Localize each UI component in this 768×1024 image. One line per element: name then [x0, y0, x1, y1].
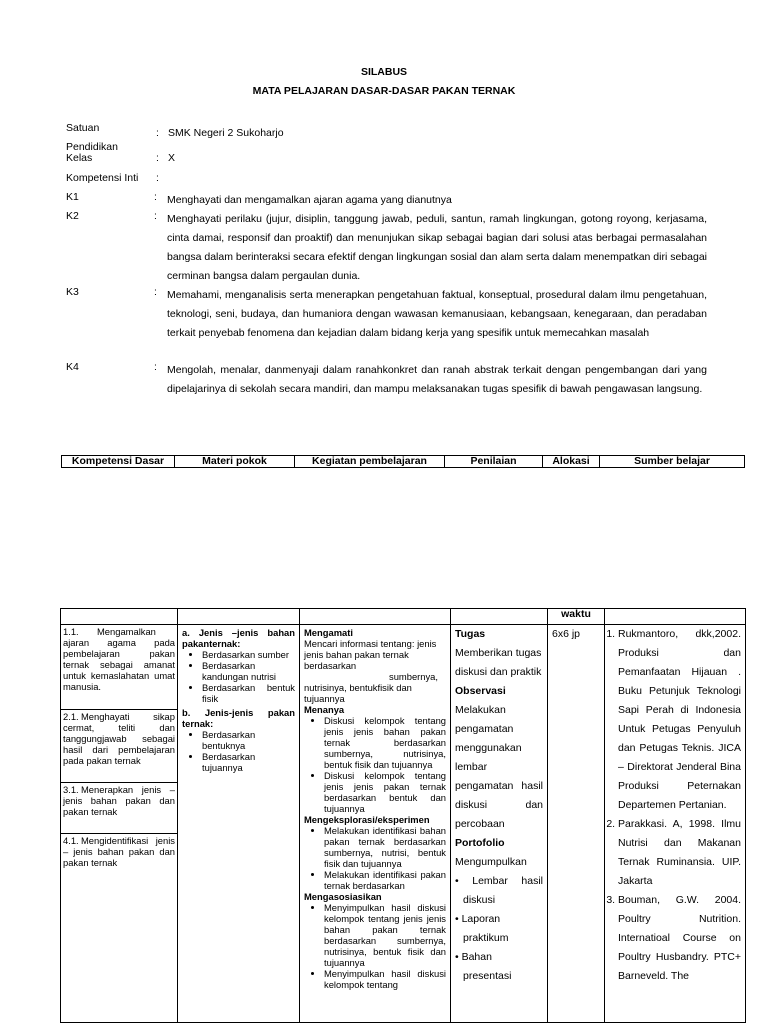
tugas-title: Tugas	[455, 628, 486, 640]
kd-item	[61, 710, 177, 783]
kd-text: Mengamalkan ajaran agama pada pembelajaran pakan ternak sebagai amanat untuk kemaslahatan umat manusia.	[63, 626, 175, 692]
list-item: • Melakukan identifikasi bahan pakan ternak berdasarkan sumbernya, nutrisi, bentuk fisik dan tujuannya	[324, 825, 446, 869]
ki-item-text: Menghayati perilaku (jujur, disiplin, tanggung jawab, peduli, santun, ramah lingkungan, gotong royong, kerjasama, cinta damai, responsif dan proaktif) dan menunjukan sikap sebagai bagian dari solusi atas berbagai permasalahan bangsa dalam berinteraksi secara efektif dengan lingkungan sosial dan alam serta dalam menempatkan diri sebagai cerminan bangsa dalam pergaulan dunia.	[167, 213, 707, 282]
sumber-column	[605, 625, 746, 1023]
list-item: • Menyimpulkan hasil diskusi kelompok tentang	[324, 968, 446, 990]
eksplorasi-title: Mengeksplorasi/eksperimen	[304, 814, 430, 825]
mengamati-text-2: sumbernya,	[389, 671, 438, 682]
ki-item-text: Mengolah, menalar, danmenyaji dalam ranahkonkret dan ranah abstrak terkait dengan pengembangan dari yang dipelajarinya di sekolah secara mandiri, dan mampu melaksanakan tugas spesifik di bawah pengawasan langsung.	[167, 364, 707, 395]
penilaian-column	[451, 625, 548, 1023]
kd-number: 2.1.	[63, 711, 79, 722]
list-item: • Melakukan identifikasi pakan ternak berdasarkan	[324, 869, 446, 891]
list-item: • Diskusi kelompok tentang jenis jenis bahan pakan ternak berdasarkan sumbernya, nutrisinya, bentuk fisik dan tujuannya	[324, 715, 446, 770]
colon: :	[156, 127, 159, 139]
ki-item-label: K2	[66, 210, 79, 222]
satuan-label: Satuan	[66, 122, 100, 134]
header-materi-pokok: Materi pokok	[175, 456, 295, 468]
kd-item	[61, 834, 177, 873]
kegiatan-column	[300, 625, 451, 1023]
materi-a-list	[182, 649, 295, 704]
list-item: • Berdasarkan kandungan nutrisi	[202, 660, 295, 682]
kelas-label: Kelas	[66, 152, 93, 164]
list-item: • Menyimpulkan hasil diskusi kelompok tentang jenis jenis bahan pakan ternak berdasarkan sumbernya, nutrisinya, bentuk fisik dan tujuannya	[324, 902, 446, 968]
asosiasi-title: Mengasosiasikan	[304, 891, 382, 902]
kd-number: 4.1.	[63, 835, 79, 846]
ki-item-text: Memahami, menganalisis serta menerapkan pengetahuan faktual, konseptual, prosedural dalam ilmu pengetahuan, teknologi, seni, budaya, dan humaniora dengan wawasan kemanusiaan, kebangsaan, kenegaraan, dan peradaban terkait penyebab fenomena dan kejadian dalam bidang kerja yang spesifik untuk memecahkan masalah	[167, 289, 707, 339]
materi-a-title: a. Jenis –jenis bahan pakanternak:	[182, 627, 295, 649]
colon: :	[156, 152, 159, 164]
kd-text: Menghayati sikap cermat, teliti dan tanggungjawab sebagai hasil dari pembelajaran pada pakan ternak	[63, 711, 175, 766]
colon: :	[156, 172, 159, 184]
kd-text: Mengidentifikasi jenis – jenis bahan pakan dan pakan ternak	[63, 835, 175, 868]
mengamati-text: Mencari informasi tentang: jenis jenis bahan pakan ternak berdasarkan	[304, 638, 437, 671]
list-item: • Berdasarkan sumber	[202, 649, 295, 660]
asosiasi-list	[304, 902, 446, 990]
header-penilaian: Penilaian	[445, 456, 543, 468]
satuan-value: SMK Negeri 2 Sukoharjo	[168, 127, 284, 139]
header-alokasi: Alokasi	[543, 456, 600, 468]
eksplorasi-list	[304, 825, 446, 891]
kd-column	[61, 625, 178, 1023]
list-item: • Lembar hasil diskusi	[455, 875, 543, 906]
header-sumber-belajar: Sumber belajar	[600, 456, 745, 468]
portofolio-text: Mengumpulkan	[455, 856, 527, 868]
ki-item-text: Menghayati dan mengamalkan ajaran agama yang dianutnya	[167, 194, 452, 206]
list-item: 3. Bouman, G.W. 2004. Poultry Nutrition. Internatioal Course on Poultry Husbandry. PTC+ Barneveld. The	[618, 891, 741, 986]
list-item: • Diskusi kelompok tentang jenis jenis pakan ternak berdasarkan bentuk dan tujuannya	[324, 770, 446, 814]
tugas-text: Memberikan tugas diskusi dan praktik	[455, 647, 542, 678]
observasi-text: Melakukan pengamatan menggunakan lembar pengamatan hasil diskusi dan percobaan	[455, 704, 543, 830]
mengamati-text-3: nutrisinya, bentukfisik dan tujuannya	[304, 682, 412, 704]
ki-item-label: K4	[66, 361, 79, 373]
satuan-label-2: Pendidikan	[66, 141, 118, 153]
header-kegiatan: Kegiatan pembelajaran	[295, 456, 445, 468]
kd-item	[61, 783, 177, 834]
sumber-list	[605, 625, 741, 986]
kelas-value: X	[168, 152, 176, 164]
header-kompetensi-dasar: Kompetensi Dasar	[62, 456, 175, 468]
portofolio-title: Portofolio	[455, 837, 505, 849]
colon: :	[154, 361, 157, 373]
kd-number: 3.1.	[63, 784, 79, 795]
syllabus-table	[60, 608, 746, 1023]
ki-item-label: K1	[66, 191, 79, 203]
header-waktu: waktu	[548, 609, 605, 625]
document-title: SILABUS	[360, 66, 408, 78]
kd-number: 1.1.	[63, 626, 79, 637]
ki-item-label: K3	[66, 286, 79, 298]
list-item: 1. Rukmantoro, dkk,2002. Produksi dan Pemanfaatan Hijauan . Buku Petunjuk Teknologi Sapi Perah di Indonesia Untuk Petugas Penyuluh dan Petugas Teknis. JICA – Direktorat Jenderal Bina Produksi Peternakan Departemen Pertanian.	[618, 625, 741, 815]
materi-column	[178, 625, 300, 1023]
list-item: 2. Parakkasi. A, 1998. Ilmu Nutrisi dan Makanan Ternak Ruminansia. UIP. Jakarta	[618, 815, 741, 891]
mengamati-title: Mengamati	[304, 627, 353, 638]
list-item: • Laporan praktikum	[455, 913, 509, 944]
ki-label: Kompetensi Inti	[66, 172, 139, 184]
list-item: • Bahan presentasi	[455, 951, 512, 982]
materi-b-title: b. Jenis-jenis pakan ternak:	[182, 707, 295, 729]
colon: :	[154, 210, 157, 222]
observasi-title: Observasi	[455, 685, 506, 697]
list-item: • Berdasarkan tujuannya	[202, 751, 295, 773]
kd-text: Menerapkan jenis – jenis bahan pakan dan pakan ternak	[63, 784, 175, 817]
document-subtitle: MATA PELAJARAN DASAR-DASAR PAKAN TERNAK	[252, 85, 516, 97]
colon: :	[154, 191, 157, 203]
kd-item	[61, 625, 177, 710]
list-item: • Berdasarkan bentuk fisik	[202, 682, 295, 704]
list-item: • Berdasarkan bentuknya	[202, 729, 295, 751]
materi-b-list	[182, 729, 295, 773]
menanya-list	[304, 715, 446, 814]
alokasi-value: 6x6 jp	[548, 625, 605, 1023]
colon: :	[154, 286, 157, 298]
menanya-title: Menanya	[304, 704, 345, 715]
syllabus-table-header	[61, 455, 745, 468]
